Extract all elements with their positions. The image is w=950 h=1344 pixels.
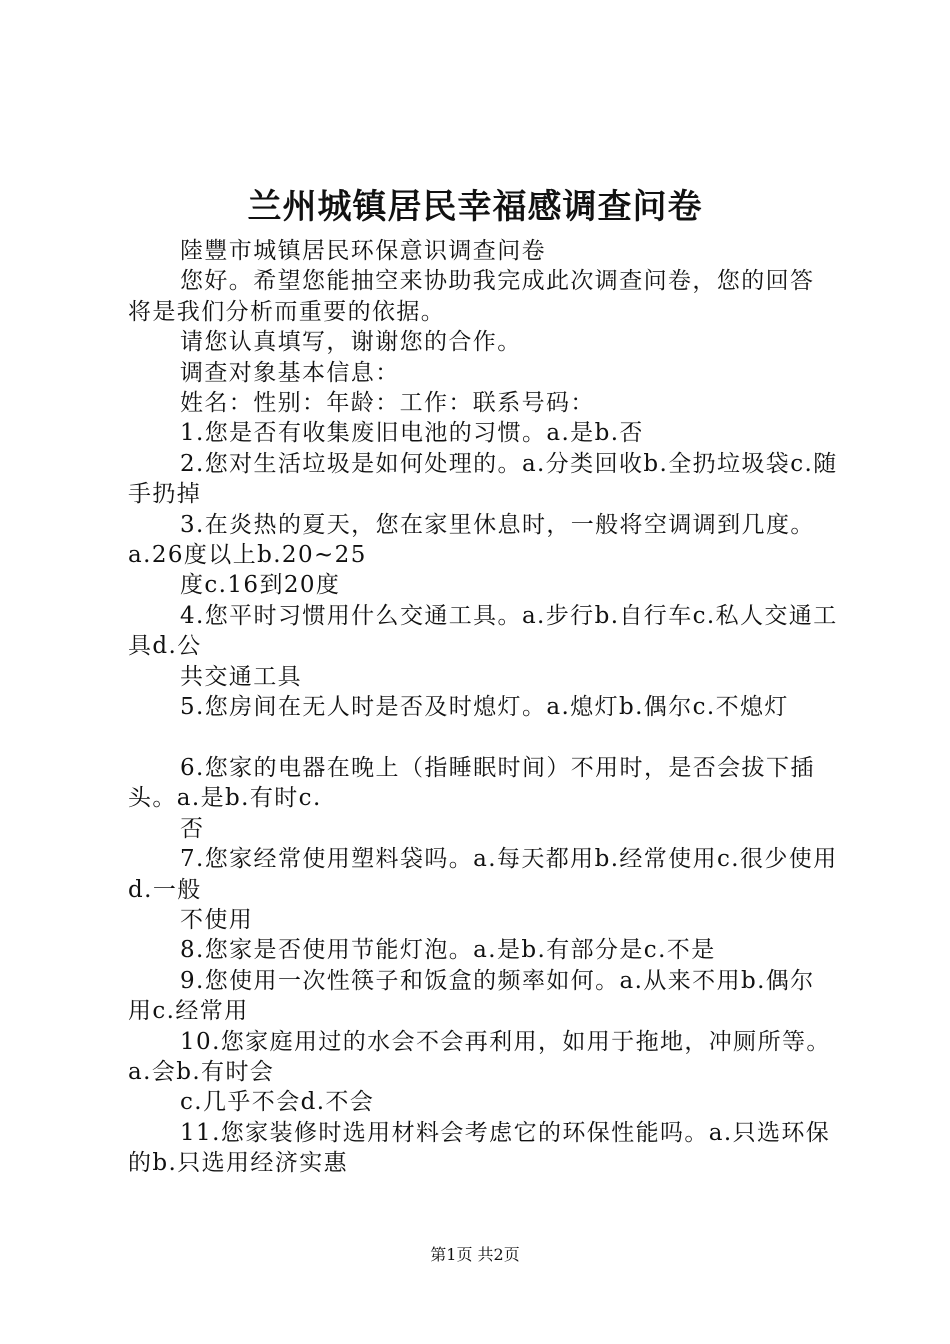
paragraph: 您好。希望您能抽空来协助我完成此次调查问卷，您的回答将是我们分析而重要的依据。: [128, 268, 815, 325]
paragraph: 请您认真填写，谢谢您的合作。: [180, 329, 522, 356]
document-title: 兰州城镇居民幸福感调查问卷: [247, 187, 703, 227]
paragraph: 6.您家的电器在晚上（指睡眠时间）不用时，是否会拔下插头。a.是b.有时c.: [128, 754, 815, 812]
blank-line: [128, 723, 838, 753]
page-footer: 第1页 共2页: [430, 1245, 520, 1264]
paragraph: 11.您家装修时选用材料会考虑它的环保性能吗。a.只选环保的b.只选用经济实惠: [128, 1119, 831, 1177]
paragraph: 3.在炎热的夏天，您在家里休息时，一般将空调调到几度。a.26度以上b.20~25: [128, 511, 815, 569]
paragraph: 否: [180, 815, 205, 842]
paragraph: 4.您平时习惯用什么交通工具。a.步行b.自行车c.私人交通工具d.公: [128, 602, 838, 660]
paragraph: c.几乎不会d.不会: [180, 1089, 375, 1116]
paragraph: 姓名：性别：年龄：工作：联系号码：: [180, 390, 595, 417]
paragraph: 调查对象基本信息：: [180, 359, 400, 386]
paragraph: 陸豐市城镇居民环保意识调查问卷: [180, 238, 546, 264]
paragraph: 9.您使用一次性筷子和饭盒的频率如何。a.从来不用b.偶尔用c.经常用: [128, 967, 815, 1025]
document-body: [128, 236, 838, 1179]
paragraph: 5.您房间在无人时是否及时熄灯。a.熄灯b.偶尔c.不熄灯: [180, 694, 789, 721]
paragraph: 不使用: [180, 906, 254, 933]
paragraph: 7.您家经常使用塑料袋吗。a.每天都用b.经常使用c.很少使用d.一般: [128, 846, 838, 903]
paragraph: 10.您家庭用过的水会不会再利用，如用于拖地，冲厕所等。a.会b.有时会: [128, 1028, 831, 1085]
paragraph: 2.您对生活垃圾是如何处理的。a.分类回收b.全扔垃圾袋c.随手扔掉: [128, 450, 838, 508]
paragraph: 8.您家是否使用节能灯泡。a.是b.有部分是c.不是: [180, 937, 716, 964]
paragraph: 共交通工具: [180, 663, 302, 690]
paragraph: 1.您是否有收集废旧电池的习惯。a.是b.否: [180, 420, 644, 447]
paragraph: 度c.16到20度: [180, 572, 341, 599]
